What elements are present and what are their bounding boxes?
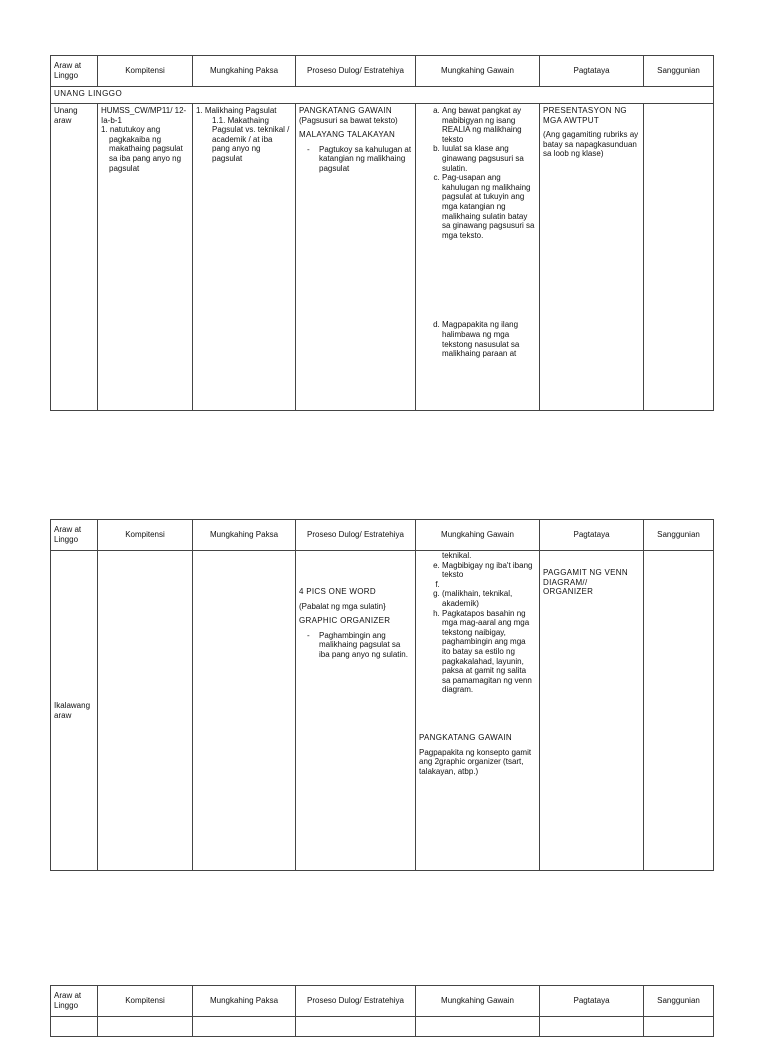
sanggunian-cell [644, 551, 714, 871]
gawain-item: e. Magbibigay ng iba't ibang teksto [442, 561, 536, 580]
header-paksa: Mungkahing Paksa [193, 56, 296, 87]
pagtataya-cell [540, 1017, 644, 1037]
header-gawain: Mungkahing Gawain [416, 520, 540, 551]
day-cell [51, 1017, 98, 1037]
lesson-table-2 [50, 519, 714, 871]
proseso-item: - Pagtukoy sa kahulugan at katangian ng malikhaing pagsulat [319, 145, 412, 174]
gawain-cell [416, 551, 540, 871]
paksa-cell [193, 1017, 296, 1037]
kompitensi-cell [98, 104, 193, 411]
header-proseso: Proseso Dulog/ Estratehiya [296, 56, 416, 87]
proseso-title: PANGKATANG GAWAIN [299, 106, 392, 115]
proseso-cell [296, 104, 416, 411]
header-pagtataya: Pagtataya [540, 986, 644, 1017]
header-kompitensi: Kompitensi [98, 986, 193, 1017]
pagtataya-cell [540, 104, 644, 411]
section-row [51, 87, 714, 104]
sanggunian-cell [644, 104, 714, 411]
gawain-item: a. Ang bawat pangkat ay mabibigyan ng isang REALIA ng malikhaing teksto [442, 106, 536, 144]
header-proseso: Proseso Dulog/ Estratehiya [296, 986, 416, 1017]
gawain-cell [416, 1017, 540, 1037]
header-sanggunian: Sanggunian [644, 520, 714, 551]
header-sanggunian: Sanggunian [644, 986, 714, 1017]
pagtataya-title: PAGGAMIT NG VENN DIAGRAM// ORGANIZER [543, 568, 628, 597]
header-row [51, 986, 714, 1017]
header-pagtataya: Pagtataya [540, 520, 644, 551]
gawain-item [442, 580, 536, 590]
header-proseso: Proseso Dulog/ Estratehiya [296, 520, 416, 551]
proseso-subtitle: (Pabalat ng mga sulatin} [299, 601, 386, 611]
gawain-item: g. (malikhain, teknikal, akademik) [442, 589, 536, 608]
header-row [51, 520, 714, 551]
header-paksa: Mungkahing Paksa [193, 986, 296, 1017]
header-row [51, 56, 714, 87]
gawain-item: b. Iuulat sa klase ang ginawang pagsusuri sa sulatin. [442, 144, 536, 173]
header-kompitensi: Kompitensi [98, 520, 193, 551]
header-sanggunian: Sanggunian [644, 56, 714, 87]
header-araw: Araw at Linggo [51, 986, 98, 1017]
proseso-title: 4 PICS ONE WORD [299, 587, 376, 596]
paksa-main: 1. Malikhaing Pagsulat [196, 106, 277, 115]
gawain-continuation: teknikal. [442, 551, 472, 560]
section-title: UNANG LINGGO [51, 87, 714, 104]
paksa-cell [193, 104, 296, 411]
kompitensi-cell [98, 551, 193, 871]
proseso-subtitle: (Pagsusuri sa bawat teksto) [299, 115, 398, 125]
pagtataya-subtitle: (Ang gagamiting rubriks ay batay sa napagkasunduan sa loob ng klase) [543, 130, 639, 159]
header-paksa: Mungkahing Paksa [193, 520, 296, 551]
gawain-paragraph: Pagpapakita ng konsepto gamit ang 2graphic organizer (tsart, talakayan, atbp.) [419, 747, 532, 776]
table-row [51, 551, 714, 871]
gawain-cell [416, 104, 540, 411]
proseso-item: - Paghambingin ang malikhaing pagsulat sa iba pang anyo ng sulatin. [319, 631, 412, 660]
header-araw: Araw at Linggo [51, 520, 98, 551]
paksa-cell [193, 551, 296, 871]
pagtataya-cell [540, 551, 644, 871]
header-pagtataya: Pagtataya [540, 56, 644, 87]
pagtataya-title: PRESENTASYON NG MGA AWTPUT [543, 106, 627, 125]
table-row [51, 104, 714, 411]
lesson-table-3 [50, 985, 714, 1037]
kompitensi-cell [98, 1017, 193, 1037]
header-gawain: Mungkahing Gawain [416, 986, 540, 1017]
gawain-title: PANGKATANG GAWAIN [419, 732, 512, 742]
kompitensi-item: 1. natutukoy ang pagkakaiba ng makathaing pagsulat sa iba pang anyo ng pagsulat [101, 125, 183, 173]
day-cell: Ikalawang araw [51, 551, 98, 871]
table-row [51, 1017, 714, 1037]
proseso-title: MALAYANG TALAKAYAN [299, 130, 396, 140]
paksa-sub: 1.1. Makathaing Pagsulat vs. teknikal / academik / at iba pang anyo ng pagsulat [212, 115, 290, 163]
sanggunian-cell [644, 1017, 714, 1037]
gawain-item: d. Magpapakita ng ilang halimbawa ng mga tekstong nasusulat sa malikhaing paraan at [442, 320, 536, 358]
proseso-title: GRAPHIC ORGANIZER [299, 616, 391, 626]
header-gawain: Mungkahing Gawain [416, 56, 540, 87]
gawain-item: c. Pag-usapan ang kahulugan ng malikhaing pagsulat at tukuyin ang mga katangian ng malikhaing sulatin batay sa ginawang pagsusuri sa mga teksto. [442, 173, 536, 240]
kompitensi-code: HUMSS_CW/MP11/ 12-Ia-b-1 [101, 106, 187, 125]
day-cell: Unang araw [51, 104, 98, 411]
proseso-cell [296, 551, 416, 871]
header-araw: Araw at Linggo [51, 56, 98, 87]
header-kompitensi: Kompitensi [98, 56, 193, 87]
gawain-item: h. Pagkatapos basahin ng mga mag-aaral ang mga tekstong naibigay, paghambingin ang mga ito batay sa estilo ng pagkakalahad, layunin, paksa at gamit ng salita sa pamamagitan ng venn diagram. [442, 609, 536, 695]
lesson-table-1 [50, 55, 714, 411]
proseso-cell [296, 1017, 416, 1037]
